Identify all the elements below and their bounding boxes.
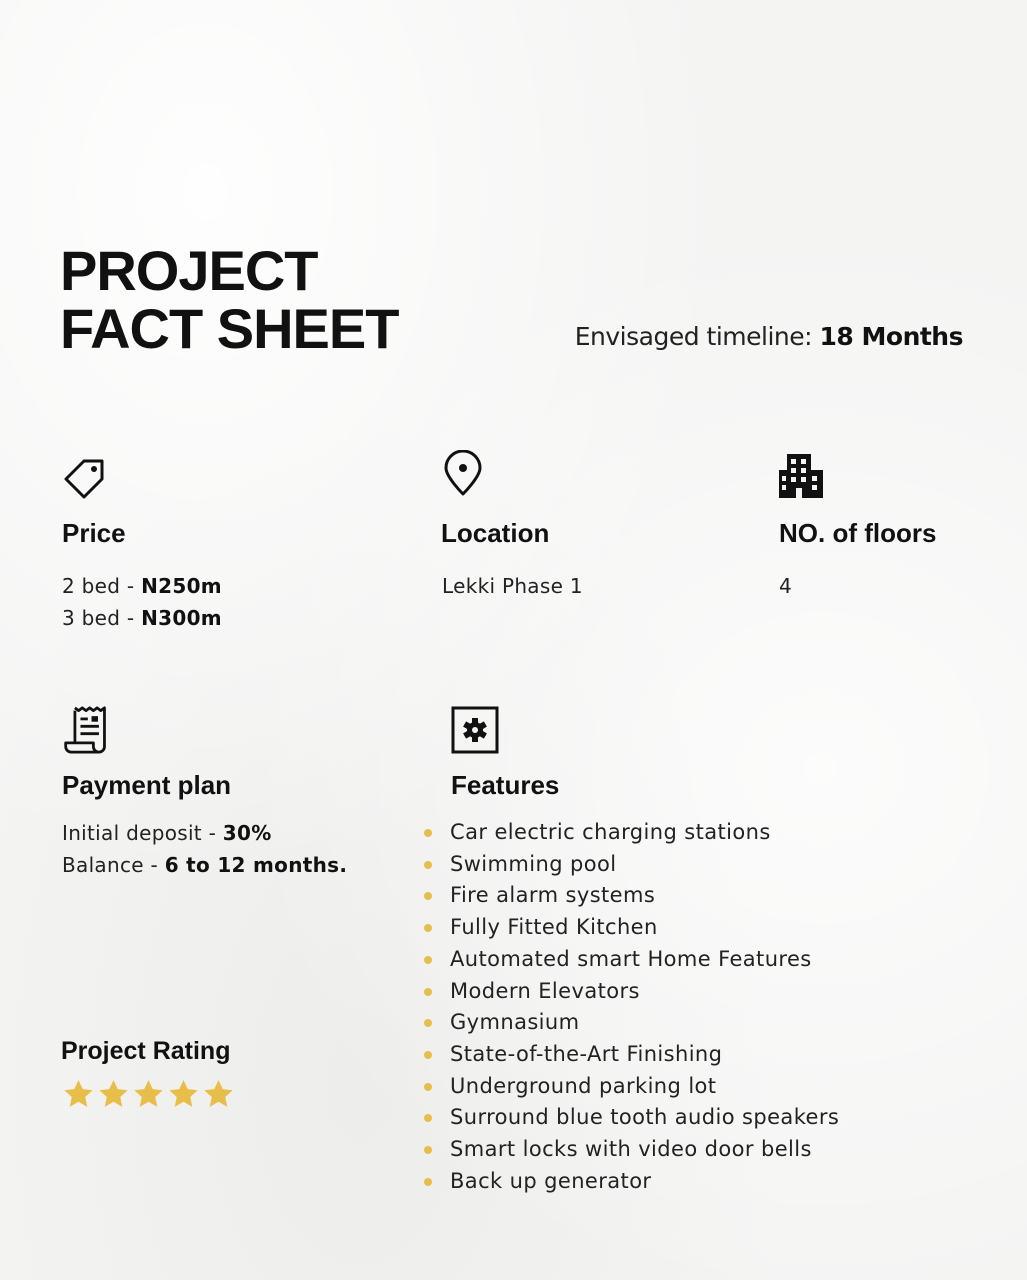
timeline-value: 18 Months	[819, 322, 963, 351]
receipt-icon	[62, 706, 110, 754]
feature-item: Gymnasium	[422, 1007, 839, 1039]
price-line-value: N300m	[141, 606, 222, 630]
price-line	[62, 570, 222, 602]
feature-item: Modern Elevators	[422, 976, 839, 1008]
star-icon	[167, 1078, 200, 1111]
payment-heading: Payment plan	[62, 770, 232, 800]
payment-line-value: 6 to 12 months.	[164, 853, 348, 877]
timeline-label: Envisaged timeline:	[574, 322, 813, 351]
timeline	[575, 322, 963, 351]
feature-item: Fully Fitted Kitchen	[422, 912, 839, 944]
floors-heading: NO. of floors	[779, 518, 937, 548]
star-icon	[62, 1078, 95, 1111]
feature-item: Fire alarm systems	[422, 880, 839, 912]
feature-item: Back up generator	[422, 1166, 839, 1198]
title-line-1: PROJECT	[60, 239, 318, 302]
payment-line-value: 30%	[222, 821, 272, 845]
payment-line-label: Balance -	[62, 853, 165, 877]
price-details	[62, 570, 222, 634]
title-line-2: FACT SHEET	[60, 297, 399, 360]
feature-item: Underground parking lot	[422, 1071, 839, 1103]
feature-item: Car electric charging stations	[422, 817, 839, 849]
payment-line	[62, 849, 347, 881]
star-icon	[202, 1078, 235, 1111]
price-line-label: 2 bed -	[62, 574, 142, 598]
feature-item: Swimming pool	[422, 849, 839, 881]
payment-line	[62, 817, 347, 849]
star-icon	[97, 1078, 130, 1111]
price-line	[62, 602, 222, 634]
gear-icon	[451, 706, 499, 754]
price-line-value: N250m	[141, 574, 222, 598]
feature-item: Surround blue tooth audio speakers	[422, 1102, 839, 1134]
price-line-label: 3 bed -	[62, 606, 142, 630]
feature-item: Smart locks with video door bells	[422, 1134, 839, 1166]
price-heading: Price	[62, 518, 126, 548]
payment-details	[62, 817, 347, 881]
location-value: Lekki Phase 1	[442, 574, 583, 598]
feature-item: Automated smart Home Features	[422, 944, 839, 976]
rating-stars	[62, 1078, 235, 1111]
building-icon	[777, 452, 825, 500]
location-pin-icon	[439, 450, 487, 498]
location-heading: Location	[441, 518, 550, 548]
page-title	[60, 239, 399, 360]
price-tag-icon	[60, 455, 108, 503]
features-heading: Features	[451, 770, 560, 800]
rating-heading: Project Rating	[61, 1037, 231, 1065]
features-list	[422, 817, 839, 1197]
payment-line-label: Initial deposit -	[62, 821, 223, 845]
floors-value: 4	[779, 574, 793, 598]
feature-item: State-of-the-Art Finishing	[422, 1039, 839, 1071]
star-icon	[132, 1078, 165, 1111]
